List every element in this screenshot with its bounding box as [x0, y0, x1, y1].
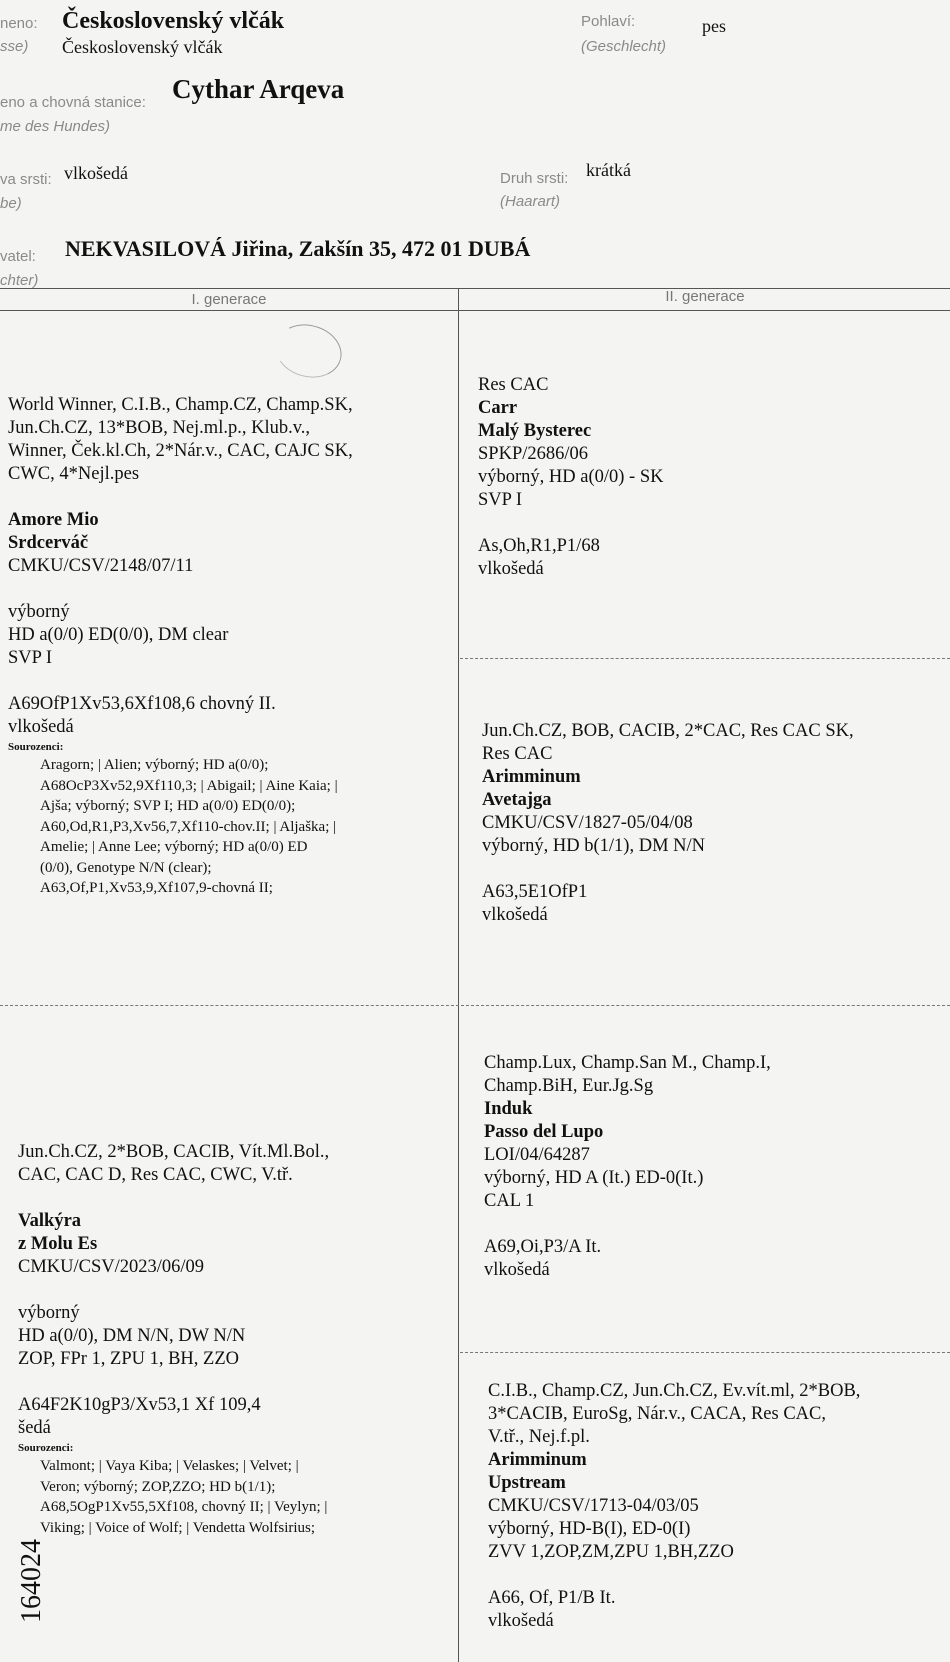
dog-name: Cythar Arqeva: [172, 74, 345, 104]
dam-reg: CMKU/CSV/2023/06/09: [18, 1257, 205, 1277]
sibling-line: Ajša; výborný; SVP I; HD a(0/0) ED(0/0);: [40, 798, 296, 814]
gen2-name: Arimminum: [488, 1450, 587, 1470]
sire-title-line: World Winner, C.I.B., Champ.CZ, Champ.SK,: [8, 395, 353, 415]
gen2-kennel: Passo del Lupo: [484, 1122, 604, 1142]
gen2-info: vlkošedá: [488, 1611, 554, 1631]
gen2-eval: SVP I: [478, 490, 523, 510]
dam-kennel: z Molu Es: [18, 1234, 98, 1254]
gen2-eval: výborný, HD b(1/1), DM N/N: [482, 836, 706, 856]
breeder-label: vatel:: [0, 248, 36, 265]
dam-siblings-title: Sourozenci:: [18, 1442, 74, 1454]
gen2-sire-dam-cell: [482, 720, 854, 927]
gen2-name: Induk: [484, 1099, 533, 1119]
gen2-info: A66, Of, P1/B It.: [488, 1588, 616, 1608]
coat-label: Druh srsti:: [500, 170, 569, 187]
sire-title-line: Winner, Ček.kl.Ch, 2*Nár.v., CAC, CAJC SK,: [8, 441, 353, 461]
sex-label: Pohlaví:: [581, 13, 636, 30]
dam-title-line: Jun.Ch.CZ, 2*BOB, CACIB, Vít.Ml.Bol.,: [18, 1142, 330, 1162]
gen2-info: vlkošedá: [478, 559, 544, 579]
gen2-dam-sire-cell: [484, 1052, 771, 1282]
dam-eval: výborný: [18, 1303, 80, 1323]
gen2-reg: CMKU/CSV/1827-05/04/08: [482, 813, 693, 833]
breeder-label-de: chter): [0, 272, 39, 289]
sire-eval: HD a(0/0) ED(0/0), DM clear: [8, 625, 229, 645]
gen2-eval: CAL 1: [484, 1191, 535, 1211]
sire-title-line: CWC, 4*Nejl.pes: [8, 464, 140, 484]
coat-label-de: (Haarart): [500, 193, 561, 210]
gen2-name: Arimminum: [482, 767, 581, 787]
sire-kennel: Srdcerváč: [8, 533, 89, 553]
gen2-reg: LOI/04/64287: [484, 1145, 590, 1165]
sibling-line: A63,Of,P1,Xv53,9,Xf107,9-chovná II;: [40, 880, 273, 896]
gen2-title-line: Res CAC: [478, 375, 549, 395]
gen2-info: As,Oh,R1,P1/68: [478, 536, 600, 556]
gen2-info: vlkošedá: [482, 905, 548, 925]
sire-info: A69OfP1Xv53,6Xf108,6 chovný II.: [8, 694, 276, 714]
dam-eval: HD a(0/0), DM N/N, DW N/N: [18, 1326, 246, 1346]
sire-reg: CMKU/CSV/2148/07/11: [8, 556, 194, 576]
gen2-title-line: V.tř., Nej.f.pl.: [488, 1427, 590, 1447]
sibling-line: Amelie; | Anne Lee; výborný; HD a(0/0) ED: [40, 839, 308, 855]
dam-eval: ZOP, FPr 1, ZPU 1, BH, ZZO: [18, 1349, 239, 1369]
sibling-line: Valmont; | Vaya Kiba; | Velaskes; | Velvet; |: [40, 1458, 299, 1474]
sire-eval: SVP I: [8, 648, 53, 668]
name-label-de: me des Hundes): [0, 118, 111, 135]
gen2-eval: výborný, HD-B(I), ED-0(I): [488, 1519, 691, 1539]
gen2-reg: CMKU/CSV/1713-04/03/05: [488, 1496, 699, 1516]
sibling-line: Aragorn; | Alien; výborný; HD a(0/0);: [40, 757, 269, 773]
breeder-value: NEKVASILOVÁ Jiřina, Zakšín 35, 472 01 DUBÁ: [65, 236, 531, 261]
gen2-kennel: Avetajga: [482, 790, 552, 810]
dam-cell: [18, 1141, 329, 1538]
dam-title-line: CAC, CAC D, Res CAC, CWC, V.tř.: [18, 1165, 293, 1185]
gen2-reg: SPKP/2686/06: [478, 444, 589, 464]
sex-value: pes: [702, 16, 726, 36]
column-divider: [458, 288, 459, 1662]
gen2-eval: ZVV 1,ZOP,ZM,ZPU 1,BH,ZZO: [488, 1542, 734, 1562]
breed-label: neno:: [0, 15, 38, 32]
sibling-line: A68,5OgP1Xv55,5Xf108, chovný II; | Veylyn; |: [40, 1499, 328, 1515]
sire-eval: výborný: [8, 602, 70, 622]
sibling-line: A60,Od,R1,P3,Xv56,7,Xf110-chov.II; | Aljaška; |: [40, 818, 337, 835]
gen2-name: Carr: [478, 398, 518, 418]
gen2-title-line: Jun.Ch.CZ, BOB, CACIB, 2*CAC, Res CAC SK,: [482, 721, 854, 741]
dam-name: Valkýra: [18, 1211, 82, 1231]
sire-siblings: [8, 755, 353, 899]
gen2-info: A69,Oi,P3/A It.: [484, 1237, 602, 1257]
document-number-stamp: 164024: [16, 1539, 47, 1623]
gen2-title-line: C.I.B., Champ.CZ, Jun.Ch.CZ, Ev.vít.ml, 2*BOB,: [488, 1381, 861, 1401]
sire-siblings-title: Sourozenci:: [8, 741, 64, 753]
gen2-kennel: Malý Bysterec: [478, 421, 592, 441]
coat-value: krátká: [586, 160, 631, 180]
sibling-line: Veron; výborný; ZOP,ZZO; HD b(1/1);: [40, 1478, 276, 1495]
row-divider-gen2-bottom: [460, 1352, 950, 1353]
header-bottom-border: [0, 310, 950, 311]
sex-label-de: (Geschlecht): [581, 38, 667, 55]
breed-value: Československý vlčák: [62, 8, 285, 34]
gen1-header: I. generace: [191, 291, 267, 308]
color-label: va srsti:: [0, 171, 52, 188]
gen2-header: II. generace: [665, 288, 745, 305]
dam-siblings: [18, 1456, 329, 1538]
gen2-dam-dam-cell: [488, 1380, 860, 1633]
gen2-kennel: Upstream: [488, 1473, 566, 1493]
gen2-title-line: Champ.BiH, Eur.Jg.Sg: [484, 1076, 654, 1096]
name-label: eno a chovná stanice:: [0, 94, 146, 111]
row-divider-gen2-top: [460, 658, 950, 659]
color-value: vlkošedá: [64, 163, 128, 183]
sibling-line: (0/0), Genotype N/N (clear);: [40, 859, 212, 876]
dam-info: šedá: [18, 1418, 51, 1438]
gen2-eval: výborný, HD A (It.) ED-0(It.): [484, 1168, 704, 1188]
row-divider-main: [0, 1005, 950, 1006]
gen2-sire-sire-cell: [478, 374, 664, 581]
gen2-title-line: Res CAC: [482, 744, 553, 764]
breed-label-de: sse): [0, 38, 29, 55]
breed-value-de: Československý vlčák: [62, 37, 223, 57]
gen2-eval: výborný, HD a(0/0) - SK: [478, 467, 664, 487]
sire-name: Amore Mio: [8, 510, 99, 530]
sire-title-line: Jun.Ch.CZ, 13*BOB, Nej.ml.p., Klub.v.,: [8, 418, 311, 438]
sibling-line: A68OcP3Xv52,9Xf110,3; | Abigail; | Aine Kaia; |: [40, 777, 338, 794]
sire-info: vlkošedá: [8, 717, 74, 737]
color-label-de: be): [0, 195, 22, 212]
pen-mark: [269, 317, 347, 385]
sibling-line: Viking; | Voice of Wolf; | Vendetta Wolfsirius;: [40, 1519, 316, 1536]
dam-info: A64F2K10gP3/Xv53,1 Xf 109,4: [18, 1395, 261, 1415]
sire-cell: [8, 394, 353, 899]
gen2-info: vlkošedá: [484, 1260, 550, 1280]
gen2-title-line: Champ.Lux, Champ.San M., Champ.I,: [484, 1053, 771, 1073]
gen2-info: A63,5E1OfP1: [482, 882, 588, 902]
gen2-title-line: 3*CACIB, EuroSg, Nár.v., CACA, Res CAC,: [488, 1404, 826, 1424]
